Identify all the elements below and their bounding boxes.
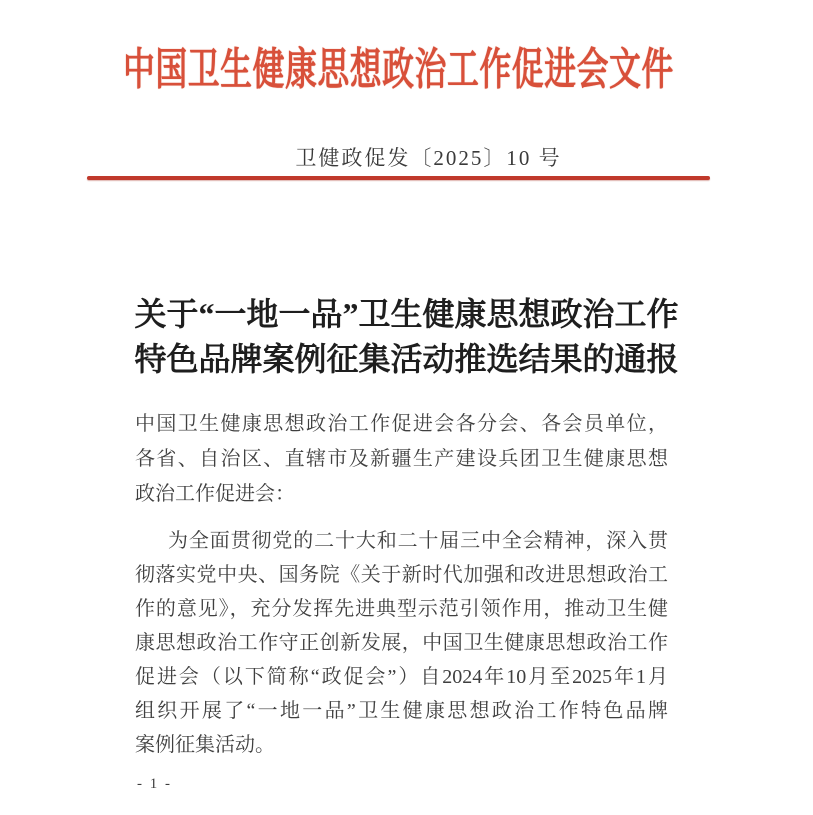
page-number: - 1 - <box>137 776 172 792</box>
paragraph-line: 组织开展了“一地一品”卫生健康思想政治工作特色品牌 <box>135 700 668 722</box>
paragraph-line: 彻落实党中央、国务院《关于新时代加强和改进思想政治工 <box>135 564 668 586</box>
paragraph-line: 促进会（以下简称“政促会”）自2024年10月至2025年1月 <box>135 666 668 688</box>
salutation-line: 政治工作促进会： <box>135 483 295 505</box>
salutation-line: 中国卫生健康思想政治工作促进会各分会、各会员单位， <box>135 413 668 435</box>
red-divider-line <box>87 176 710 180</box>
document-title <box>0 292 813 382</box>
red-header-title <box>0 46 805 94</box>
document-number: 卫健政促发〔2025〕10 号 <box>295 146 562 170</box>
document-body <box>135 407 668 762</box>
paragraph-line: 案例征集活动。 <box>135 734 275 756</box>
document-title-line-2: 特色品牌案例征集活动推选结果的通报 <box>134 341 679 377</box>
body-paragraph <box>135 524 668 762</box>
red-header-title-text: 中国卫生健康思想政治工作促进会文件 <box>123 45 674 94</box>
paragraph-line: 康思想政治工作守正创新发展，中国卫生健康思想政治工作 <box>135 632 668 654</box>
paragraph-line: 为全面贯彻党的二十大和二十届三中全会精神，深入贯 <box>168 530 668 552</box>
document-title-line-1: 关于“一地一品”卫生健康思想政治工作 <box>134 296 679 332</box>
salutation <box>135 407 668 512</box>
paragraph-line: 作的意见》，充分发挥先进典型示范引领作用，推动卫生健 <box>135 598 668 620</box>
salutation-line: 各省、自治区、直辖市及新疆生产建设兵团卫生健康思想 <box>135 448 668 470</box>
